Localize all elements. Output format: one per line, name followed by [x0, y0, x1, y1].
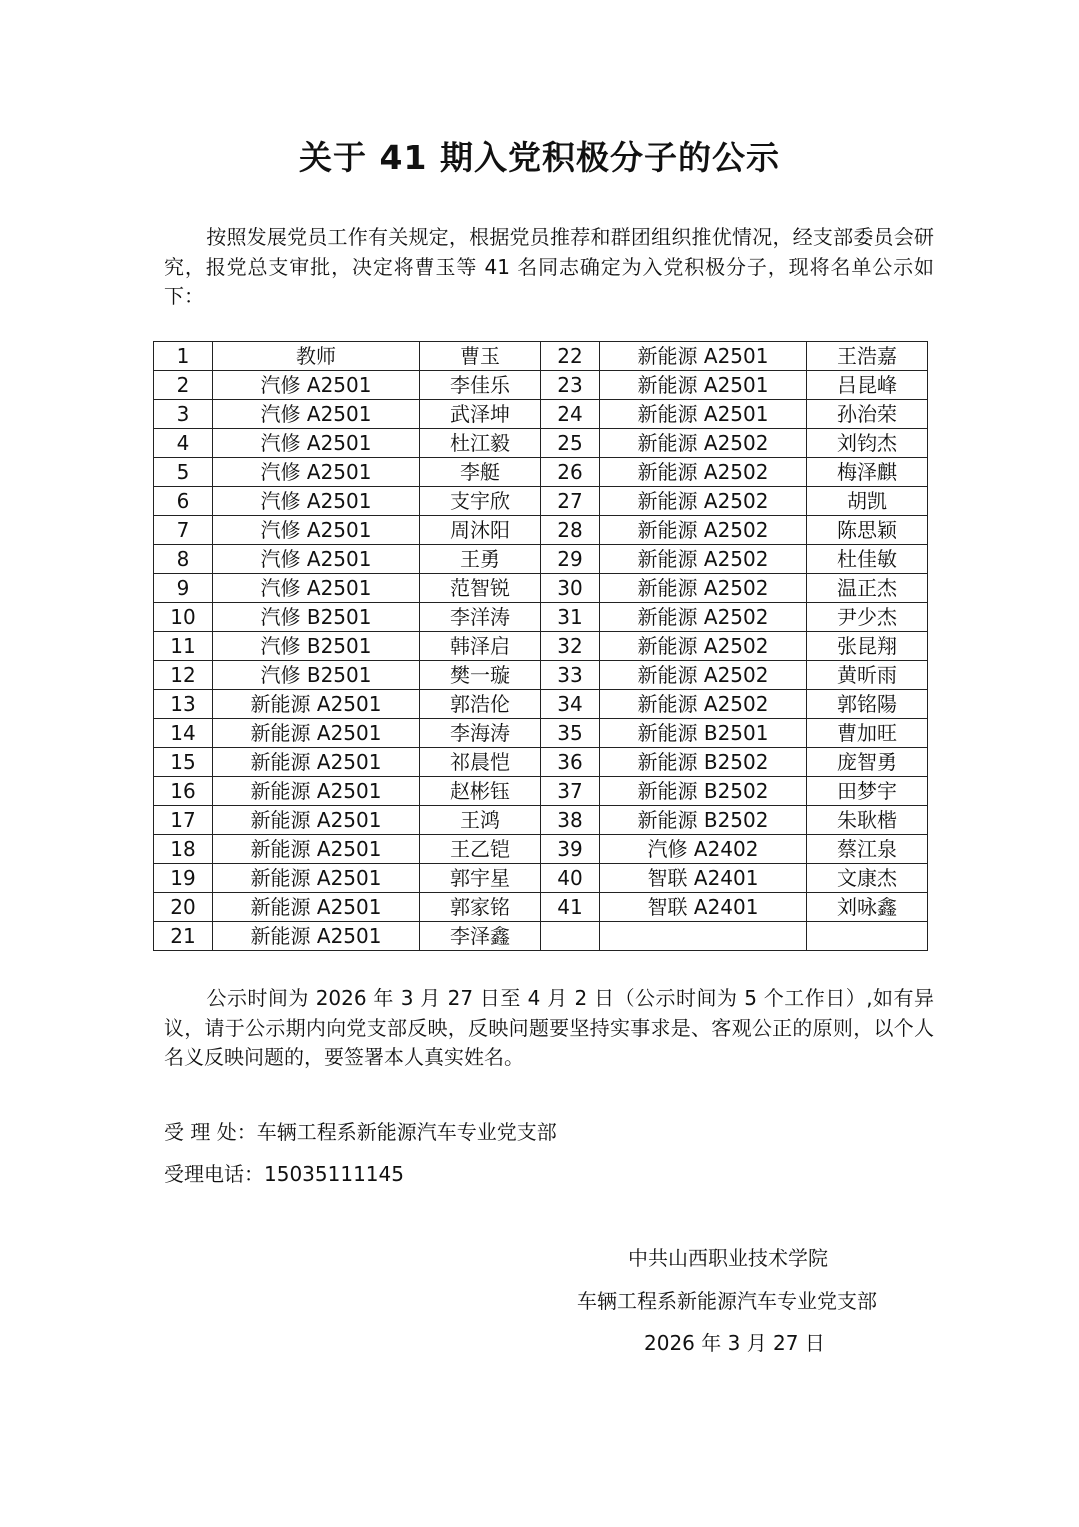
table-row [154, 835, 928, 864]
class-cell: 新能源 B2502 [600, 806, 807, 835]
class-cell: 新能源 A2501 [600, 400, 807, 429]
name-cell: 梅泽麒 [807, 458, 928, 487]
table-row [154, 603, 928, 632]
class-cell: 智联 A2401 [600, 893, 807, 922]
class-cell: 汽修 B2501 [213, 603, 420, 632]
seq-cell: 31 [541, 603, 600, 632]
class-cell: 新能源 B2501 [600, 719, 807, 748]
table-row [154, 342, 928, 371]
table-row [154, 487, 928, 516]
name-cell: 范智锐 [420, 574, 541, 603]
notice-paragraph [164, 984, 934, 1073]
seq-cell: 41 [541, 893, 600, 922]
table-row [154, 574, 928, 603]
signature-organization: 中共山西职业技术学院 [628, 1246, 828, 1270]
class-cell: 新能源 A2502 [600, 429, 807, 458]
phone-label: 受理电话： [164, 1162, 264, 1186]
seq-cell: 7 [154, 516, 213, 545]
seq-cell: 37 [541, 777, 600, 806]
class-cell: 汽修 A2501 [213, 487, 420, 516]
table-row [154, 661, 928, 690]
seq-cell: 2 [154, 371, 213, 400]
seq-cell: 23 [541, 371, 600, 400]
table-row [154, 690, 928, 719]
seq-cell: 22 [541, 342, 600, 371]
name-cell: 王浩嘉 [807, 342, 928, 371]
name-cell: 郭浩伦 [420, 690, 541, 719]
class-cell: 新能源 A2501 [600, 371, 807, 400]
seq-cell: 30 [541, 574, 600, 603]
name-cell: 王乙铠 [420, 835, 541, 864]
name-cell [807, 922, 928, 951]
class-cell: 汽修 A2402 [600, 835, 807, 864]
table-row [154, 458, 928, 487]
seq-cell: 27 [541, 487, 600, 516]
name-cell: 杜佳敏 [807, 545, 928, 574]
name-cell: 吕昆峰 [807, 371, 928, 400]
name-cell: 郭铭陽 [807, 690, 928, 719]
seq-cell: 29 [541, 545, 600, 574]
class-cell: 新能源 A2501 [213, 748, 420, 777]
seq-cell: 11 [154, 632, 213, 661]
class-cell: 新能源 A2502 [600, 632, 807, 661]
name-cell: 周沐阳 [420, 516, 541, 545]
seq-cell: 6 [154, 487, 213, 516]
table-row [154, 429, 928, 458]
class-cell: 汽修 A2501 [213, 458, 420, 487]
name-cell: 田梦宇 [807, 777, 928, 806]
name-cell: 韩泽启 [420, 632, 541, 661]
name-cell: 温正杰 [807, 574, 928, 603]
seq-cell: 32 [541, 632, 600, 661]
class-cell: 新能源 A2502 [600, 487, 807, 516]
seq-cell: 9 [154, 574, 213, 603]
notice-title: 关于 41 期入党积极分子的公示 [299, 138, 780, 177]
class-cell: 汽修 A2501 [213, 429, 420, 458]
class-cell: 新能源 A2501 [213, 806, 420, 835]
seq-cell: 28 [541, 516, 600, 545]
table-row [154, 864, 928, 893]
seq-cell: 4 [154, 429, 213, 458]
name-cell: 张昆翔 [807, 632, 928, 661]
class-cell: 新能源 A2502 [600, 690, 807, 719]
class-cell: 新能源 A2501 [213, 893, 420, 922]
name-cell: 支宇欣 [420, 487, 541, 516]
notice-text: 公示时间为 2026 年 3 月 27 日至 4 月 2 日（公示时间为 5 个工作日）,如有异议，请于公示期内向党支部反映，反映问题要坚持实事求是、客观公正的原则，以个人名义反映问题的，要签署本人真实姓名。 [164, 986, 934, 1069]
seq-cell: 8 [154, 545, 213, 574]
class-cell: 智联 A2401 [600, 864, 807, 893]
signature-date: 2026 年 3 月 27 日 [644, 1331, 825, 1355]
name-cell: 李洋涛 [420, 603, 541, 632]
table-row [154, 371, 928, 400]
class-cell: 新能源 A2502 [600, 458, 807, 487]
seq-cell: 40 [541, 864, 600, 893]
seq-cell [541, 922, 600, 951]
seq-cell: 39 [541, 835, 600, 864]
name-cell: 尹少杰 [807, 603, 928, 632]
seq-cell: 25 [541, 429, 600, 458]
table-row [154, 748, 928, 777]
class-cell: 新能源 A2502 [600, 603, 807, 632]
seq-cell: 35 [541, 719, 600, 748]
class-cell: 汽修 A2501 [213, 371, 420, 400]
seq-cell: 19 [154, 864, 213, 893]
name-cell: 黄昕雨 [807, 661, 928, 690]
name-cell: 庞智勇 [807, 748, 928, 777]
name-cell: 陈思颖 [807, 516, 928, 545]
name-cell: 朱耿楷 [807, 806, 928, 835]
table-row [154, 806, 928, 835]
contact-office [164, 1117, 557, 1147]
seq-cell: 1 [154, 342, 213, 371]
seq-cell: 13 [154, 690, 213, 719]
name-cell: 李泽鑫 [420, 922, 541, 951]
class-cell: 新能源 A2502 [600, 545, 807, 574]
table-row [154, 922, 928, 951]
class-cell: 新能源 A2501 [213, 835, 420, 864]
name-cell: 孙治荣 [807, 400, 928, 429]
class-cell: 汽修 A2501 [213, 574, 420, 603]
seq-cell: 15 [154, 748, 213, 777]
seq-cell: 20 [154, 893, 213, 922]
class-cell: 新能源 A2501 [213, 777, 420, 806]
name-cell: 王勇 [420, 545, 541, 574]
seq-cell: 34 [541, 690, 600, 719]
class-cell: 新能源 A2501 [213, 864, 420, 893]
class-cell: 新能源 A2501 [213, 719, 420, 748]
class-cell: 汽修 A2501 [213, 545, 420, 574]
name-cell: 樊一璇 [420, 661, 541, 690]
class-cell: 新能源 A2501 [600, 342, 807, 371]
class-cell: 汽修 A2501 [213, 516, 420, 545]
class-cell: 新能源 A2502 [600, 661, 807, 690]
seq-cell: 33 [541, 661, 600, 690]
seq-cell: 14 [154, 719, 213, 748]
name-cell: 胡凯 [807, 487, 928, 516]
name-cell: 文康杰 [807, 864, 928, 893]
name-cell: 刘咏鑫 [807, 893, 928, 922]
name-cell: 郭宇星 [420, 864, 541, 893]
seq-cell: 21 [154, 922, 213, 951]
name-cell: 杜江毅 [420, 429, 541, 458]
class-cell [600, 922, 807, 951]
class-cell: 汽修 B2501 [213, 661, 420, 690]
seq-cell: 16 [154, 777, 213, 806]
office-value: 车辆工程系新能源汽车专业党支部 [256, 1120, 557, 1144]
name-cell: 祁晨恺 [420, 748, 541, 777]
table-row [154, 893, 928, 922]
table-row [154, 400, 928, 429]
seq-cell: 26 [541, 458, 600, 487]
name-cell: 曹玉 [420, 342, 541, 371]
intro-text: 按照发展党员工作有关规定，根据党员推荐和群团组织推优情况，经支部委员会研究，报党总支审批，决定将曹玉等 41 名同志确定为入党积极分子，现将名单公示如下： [164, 225, 934, 308]
seq-cell: 17 [154, 806, 213, 835]
seq-cell: 36 [541, 748, 600, 777]
name-cell: 蔡江泉 [807, 835, 928, 864]
class-cell: 新能源 B2502 [600, 748, 807, 777]
class-cell: 新能源 A2502 [600, 516, 807, 545]
activist-roster-table [153, 341, 928, 951]
class-cell: 新能源 B2502 [600, 777, 807, 806]
table-row [154, 777, 928, 806]
phone-value: 15035111145 [264, 1162, 404, 1186]
name-cell: 李佳乐 [420, 371, 541, 400]
class-cell: 汽修 B2501 [213, 632, 420, 661]
name-cell: 刘钧杰 [807, 429, 928, 458]
name-cell: 王鸿 [420, 806, 541, 835]
table-row [154, 632, 928, 661]
seq-cell: 24 [541, 400, 600, 429]
class-cell: 汽修 A2501 [213, 400, 420, 429]
class-cell: 教师 [213, 342, 420, 371]
seq-cell: 5 [154, 458, 213, 487]
roster-body [154, 342, 928, 951]
name-cell: 赵彬钰 [420, 777, 541, 806]
seq-cell: 12 [154, 661, 213, 690]
table-row [154, 719, 928, 748]
signature-branch: 车辆工程系新能源汽车专业党支部 [577, 1289, 877, 1313]
name-cell: 曹加旺 [807, 719, 928, 748]
name-cell: 武泽坤 [420, 400, 541, 429]
seq-cell: 38 [541, 806, 600, 835]
name-cell: 郭家铭 [420, 893, 541, 922]
name-cell: 李海涛 [420, 719, 541, 748]
office-label: 受 理 处： [164, 1120, 257, 1144]
class-cell: 新能源 A2501 [213, 690, 420, 719]
intro-paragraph [164, 223, 934, 312]
name-cell: 李艇 [420, 458, 541, 487]
seq-cell: 10 [154, 603, 213, 632]
seq-cell: 3 [154, 400, 213, 429]
table-row [154, 545, 928, 574]
seq-cell: 18 [154, 835, 213, 864]
contact-phone [164, 1159, 404, 1189]
class-cell: 新能源 A2501 [213, 922, 420, 951]
table-row [154, 516, 928, 545]
class-cell: 新能源 A2502 [600, 574, 807, 603]
